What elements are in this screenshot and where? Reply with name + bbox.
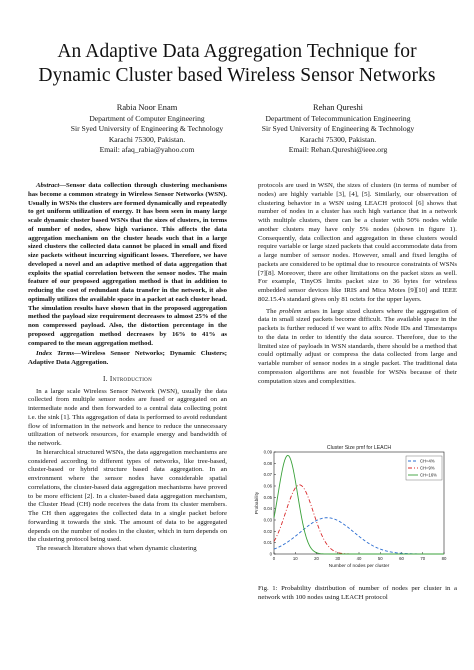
cluster-size-chart [252, 442, 448, 574]
figure-caption: Fig. 1: Probability distribution of number of nodes per cluster in a network with 100 nodes using LEACH protocol [258, 585, 457, 601]
x-tick-label: 40 [356, 556, 362, 561]
abstract-label: Abstract [36, 182, 60, 189]
paragraph: In a large scale Wireless Sensor Network (WSN), usually the data collected from multiple sensor nodes are fused or aggregated on an intermediate node and then forwarded to a central data collecting point i.e. the sink [1]. This aggregation of data is performed to avoid redundant flow of information in the network and hence to reduce the unnecessary utilization of network resources, for example energy and bandwidth of the network. [28, 387, 227, 447]
x-tick-label: 80 [441, 556, 447, 561]
x-axis-label: Number of nodes per cluster [328, 564, 390, 569]
y-tick-label: 0.09 [263, 449, 272, 455]
y-tick-label: 0.07 [263, 472, 272, 478]
x-tick-label: 10 [292, 556, 298, 561]
title-line-1: An Adaptive Data Aggregation Technique for [57, 41, 417, 62]
paper-title [20, 40, 454, 88]
y-tick-label: 0.04 [263, 506, 272, 512]
author-block-1 [42, 103, 252, 155]
author-univ: Sir Syed University of Engineering & Technology [261, 124, 415, 134]
y-tick-label: 0.05 [263, 494, 272, 500]
paragraph: protocols are used in WSN, the sizes of clusters (in terms of number of nodes) are highly variable [3], [4], [5]. Similarly, our observation of clustering behavior in a WSN using LEACH protocol [6] shows that number of nodes in a cluster has such high variance that in a network with multiple clusters, there can be a cluster with 50% nodes while another clusters may have only 5% nodes (shown in figure 1). Consequently, data collection and aggregation in these clusters would require variable or large sized packets that could accommodate data from a large number of sensor nodes. However, small and fixed lengths of packets are considered to be optimal due to resource constraints of WSNs [7][8]. Moreover, there are other limitations on the packet sizes as well. For example, TinyOS limits packet size to 36 bytes for wireless embedded sensor devices like IRIS and Mica Motes [9][10] and IEEE 802.15.4's standard gives only 81 octets for the upper layers. [258, 182, 457, 303]
author-city: Karachi 75300, Pakistan. [108, 134, 186, 144]
y-tick-label: 0.02 [263, 528, 272, 534]
right-column [258, 182, 457, 386]
author-city: Karachi 75300, Pakistan. [299, 134, 377, 144]
figure-chart [252, 442, 448, 574]
y-axis-label: Probability [255, 491, 260, 515]
chart-title: Cluster Size pmf for LEACH [326, 445, 392, 451]
author-email: Email: Rehan.Qureshi@ieee.org [288, 144, 388, 154]
x-tick-label: 20 [314, 556, 319, 561]
author-dept: Department of Telecommunication Engineering [265, 114, 411, 124]
x-tick-label: 70 [420, 556, 426, 561]
paragraph: The problem arises in large sized clusters where the aggregation of data in small sized packets become difficult. The available space in the packets is further reduced if we want to affix Node IDs and Timestamps to the data in order to identify the data source. Therefore, due to the limited size of payloads in WSN standards, there should be a method that could optimally adjust or compress the data collected from large and variable number of sensor nodes in a single packet. The traditional data compression algorithms are not feasible for WSNs because of their computation sizes and complexities. [258, 307, 457, 385]
y-tick-label: 0.01 [263, 540, 272, 546]
emphasis: problem [279, 307, 302, 315]
paragraph: The research literature shows that when dynamic clustering [36, 545, 197, 552]
paragraph: In hierarchical structured WSNs, the data aggregation mechanisms are considered according to different types of networks, like tree-based, cluster-based or hybrid structure based data aggregation. In an environment where the sensor nodes have considerable spatial correlations, the cluster-based data aggregation mechanisms have proved to be more efficient [2]. In a cluster-based data aggregation mechanism, the Cluster Head (CH) node receives the data from its cluster members. The CH then aggregates the collected data in a single packet before forwarding it towards the sink. The amount of data to be aggregated depends on the number of nodes in the cluster, which in turn depends on the clustering protocol being used. [28, 448, 227, 544]
author-email: Email: afaq_rabia@yahoo.com [99, 144, 195, 154]
legend-label: CH=9% [420, 465, 435, 471]
author-univ: Sir Syed University of Engineering & Technology [70, 124, 224, 134]
author-name: Rabia Noor Enam [116, 103, 178, 112]
y-tick-label: 0.08 [263, 460, 272, 466]
x-tick-label: 30 [335, 556, 341, 561]
x-tick-label: 50 [377, 556, 383, 561]
author-block-2 [233, 103, 443, 155]
y-tick-label: 0.06 [263, 483, 272, 489]
legend-label: CH=4% [420, 458, 435, 464]
x-tick-label: 60 [399, 556, 404, 561]
left-column [28, 182, 227, 554]
y-tick-label: 0.03 [263, 517, 272, 523]
index-terms-text: —Wireless Sensor Networks; Dynamic Clusters; Adaptive Data Aggregation. [28, 350, 227, 366]
y-tick-label: 0 [269, 551, 272, 557]
title-line-2: Dynamic Cluster based Wireless Sensor Networks [38, 65, 436, 86]
author-name: Rehan Qureshi [312, 103, 363, 112]
index-terms-label: Index Terms [36, 350, 75, 358]
abstract [28, 182, 227, 348]
author-dept: Department of Computer Engineering [89, 114, 205, 124]
x-tick-label: 0 [272, 556, 276, 561]
section-heading: I. Introduction [103, 374, 152, 383]
index-terms [28, 350, 227, 368]
legend-label: CH=16% [420, 472, 437, 478]
abstract-text: —Sensor data collection through clustering mechanisms has become a common strategy in Wireless Sensor Networks (WSN). Usually in WSNs the clusters are formed dynamically and repeatedly to get uniform utilization of energy. It has been seen in many large scale dynamic cluster based WSNs that the sizes of clusters, in terms of number of nodes, show high variance. This affects the data aggregation mechanism on the cluster heads such that in a large sized clusters the collected data cannot be placed in small and fixed size packets without incurring significant losses. Therefore, we have developed a novel and an adaptive method of data aggregation that exploits the spatial correlation between the sensor nodes. The main feature of our proposed aggregation method is that in addition to reducing the cost of redundant data transfer in the network, it also optimally utilizes the available space in a packet at each cluster head. The simulation results have shown that in the proposed aggregation method the payload size requirement decreases to almost 25% of the non compressed payload. Also, the distortion percentage in the proposed aggregation method decreases by 16% to 41% as compared to the mean aggregation method. [28, 182, 227, 347]
